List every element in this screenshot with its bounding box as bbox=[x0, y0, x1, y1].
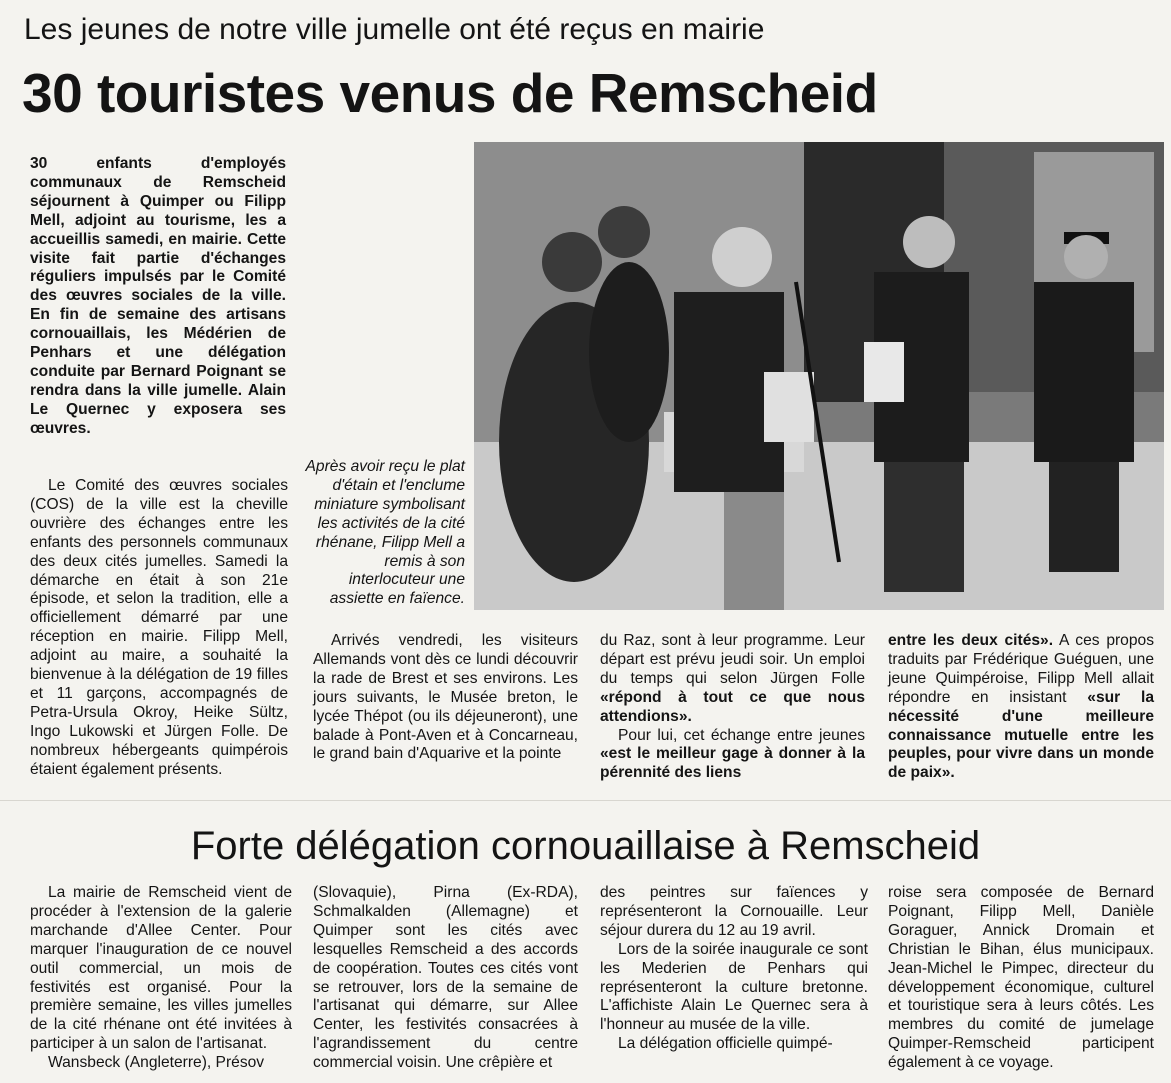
article-photo bbox=[474, 142, 1164, 610]
second-article-column-3 bbox=[600, 884, 868, 1054]
body-paragraph bbox=[600, 727, 865, 784]
body-text: A ces propos traduits par Frédérique Guéguen, une jeune Quimpéroise, Filipp Mell allait répondre en insistant bbox=[888, 632, 1154, 706]
body-paragraph: roise sera composée de Bernard Poignant, Filipp Mell, Danièle Goraguer, Annick Dromain et Christian le Bihan, élus municipaux. Jean-Michel le Pimpec, directeur du développement économique, culturel et touristique sera à leurs côtés. Les membres du comité de jumelage Quimper-Remscheid participent également à ce voyage. bbox=[888, 884, 1154, 1072]
section-divider bbox=[0, 800, 1171, 801]
body-paragraph: Arrivés vendredi, les visiteurs Allemands vont dès ce lundi découvrir la rade de Brest et ses environs. Les jours suivants, le Musée breton, le lycée Thépot (ou ils déjeuneront), une balade à Pont-Aven et à Concarneau, le grand bain d'Aquarive et la pointe bbox=[313, 632, 578, 763]
quote-text: «est le meilleur gage à donner à la pérennité des liens bbox=[600, 745, 865, 782]
article-body-column-3 bbox=[600, 632, 865, 783]
second-article-headline: Forte délégation cornouaillaise à Remscheid bbox=[190, 824, 981, 868]
body-paragraph: Wansbeck (Angleterre), Présov bbox=[48, 1054, 265, 1072]
quote-text: «sur la nécessité d'une meilleure connaissance mutuelle entre les peuples, pour vivre dans un monde de paix». bbox=[888, 688, 1154, 782]
quote-text: entre les deux cités». bbox=[888, 632, 1054, 649]
body-paragraph bbox=[888, 632, 1154, 783]
lead-paragraph: 30 enfants d'employés communaux de Remscheid séjournent à Quimper ou Filipp Mell, adjoint au tourisme, les a accueillis samedi, en mairie. Cette visite fait partie d'échanges réguliers impulsés par le Comité des œuvres sociales de la ville. En fin de semaine des artisans cornouaillais, les Médérien de Penhars et une délégation conduite par Bernard Poignant se rendra dans la ville jumelle. Alain Le Quernec y exposera ses œuvres. bbox=[30, 155, 286, 437]
article-body-column-2 bbox=[313, 632, 578, 764]
body-text: Pour lui, cet échange entre jeunes bbox=[618, 726, 865, 744]
body-paragraph bbox=[600, 632, 865, 727]
kicker-headline: Les jeunes de notre ville jumelle ont été reçus en mairie bbox=[24, 13, 765, 46]
body-paragraph: des peintres sur faïences y représenteront la Cornouaille. Leur séjour durera du 12 au 19 avril. bbox=[600, 884, 868, 939]
article-body-column-4 bbox=[888, 632, 1154, 783]
second-article-column-2 bbox=[313, 884, 578, 1073]
second-article-column-4 bbox=[888, 884, 1154, 1073]
body-paragraph: (Slovaquie), Pirna (Ex-RDA), Schmalkalden (Allemagne) et Quimper sont les cités avec lesquelles Remscheid a des accords de coopération. Toutes ces cités vont se retrouver, lors de la semaine de l'artisanat qui démarre, sur Allee Center, les festivités consacrées à l'agrandissement du centre commercial voisin. Une crêpière et bbox=[313, 884, 578, 1072]
second-article-column-1 bbox=[30, 884, 292, 1073]
body-text: du Raz, sont à leur programme. Leur départ est prévu jeudi soir. Un emploi du temps qui selon Jürgen Folle bbox=[600, 632, 865, 687]
article-body-column-1 bbox=[30, 477, 288, 780]
body-paragraph: Lors de la soirée inaugurale ce sont les Mederien de Penhars qui représenteront la culture bretonne. L'affichiste Alain Le Quernec sera à l'honneur au musée de la ville. bbox=[600, 940, 868, 1034]
body-paragraph: La mairie de Remscheid vient de procéder à l'extension de la galerie marchande d'Allee Center. Pour marquer l'inauguration de ce nouvel outil commercial, un mois de festivités est organisé. Pour la première semaine, les villes jumelles de la cité rhénane ont été invitées à participer à un salon de l'artisanat. bbox=[30, 884, 292, 1053]
photo-caption: Après avoir reçu le plat d'étain et l'enclume miniature symbolisant les activités de la cité rhénane, Filipp Mell a remis à son interlocuteur une assiette en faïence. bbox=[305, 458, 465, 608]
main-headline: 30 touristes venus de Remscheid bbox=[22, 62, 878, 124]
body-paragraph: La délégation officielle quimpé- bbox=[618, 1035, 833, 1053]
quote-text: «répond à tout ce que nous attendions». bbox=[600, 688, 865, 725]
body-paragraph: Le Comité des œuvres sociales (COS) de la ville est la cheville ouvrière des échanges entre les enfants des personnels communaux des deux cités jumelles. Samedi la démarche en était à son 21e épisode, et selon la tradition, elle a officiellement démarré par une réception en mairie. Filipp Mell, adjoint au maire, a souhaité la bienvenue à la délégation de 19 filles et 11 garçons, accompagnés de Petra-Ursula Okroy, Heike Sültz, Ingo Lukowski et Jürgen Folle. De nombreux hébergeants quimpérois étaient également présents. bbox=[30, 477, 288, 778]
